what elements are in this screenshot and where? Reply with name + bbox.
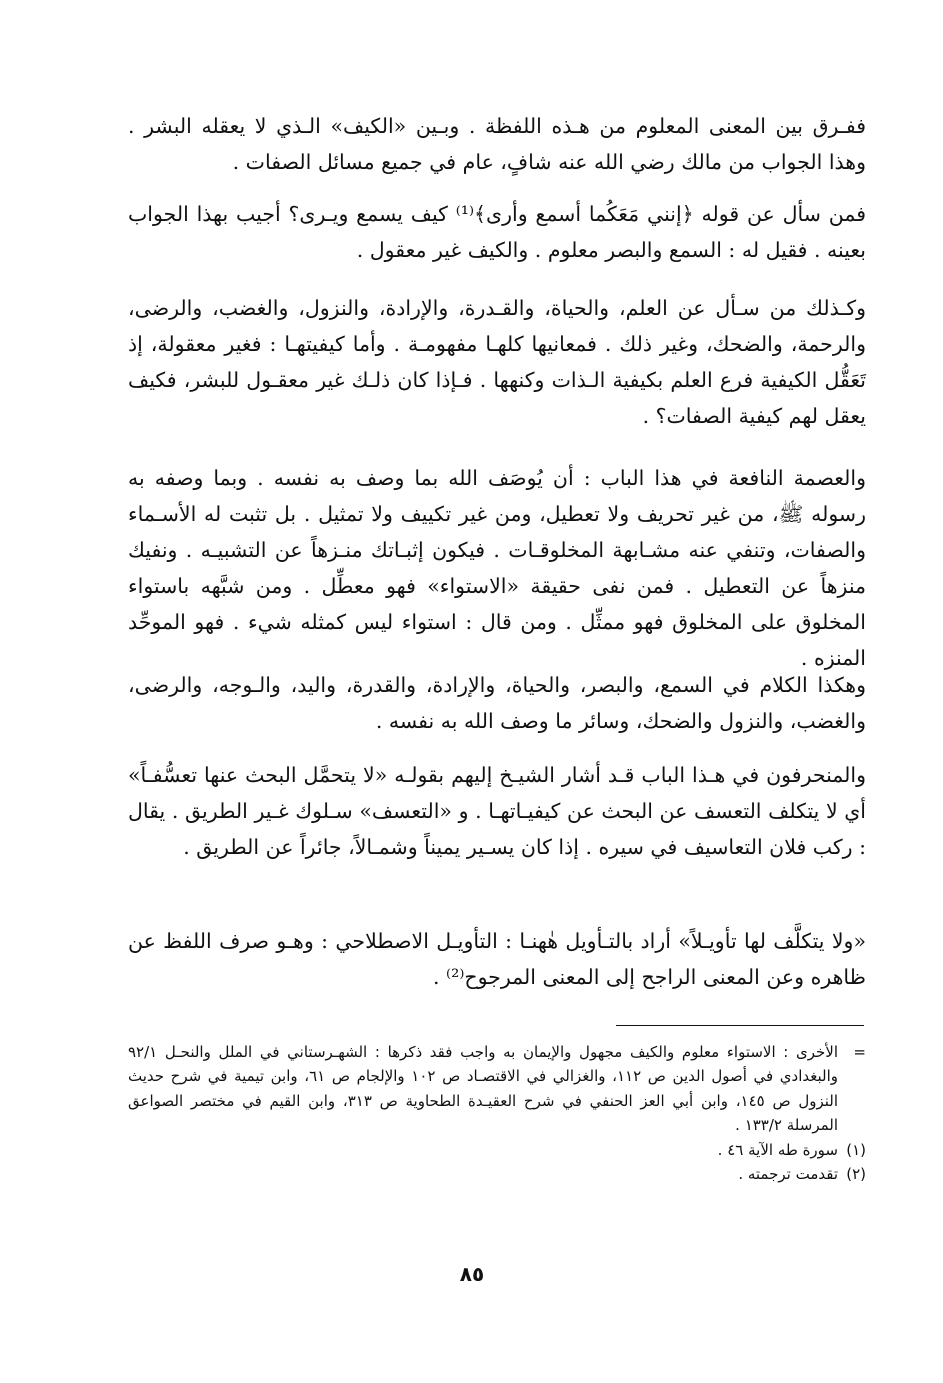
footnote-1-text: سورة طه الآية ٤٦ . xyxy=(717,1140,838,1159)
footnotes xyxy=(128,1040,866,1186)
paragraph-1-text: ففـرق بين المعنى المعلوم من هـذه اللفظة . وبـين «الكيف» الـذي لا يعقله البشر . وهذا الجواب من مالك رضي الله عنه شافٍ، عام في جميع مسائل الصفات . xyxy=(128,114,866,174)
footnote-1-mark: (١) xyxy=(846,1140,866,1159)
paragraph-6-text: والمنحرفون في هـذا الباب قـد أشار الشيـخ إليهم بقولـه «لا يتحمَّل البحث عنها تعسُّفـاً» أي لا يتكلف التعسف عن البحث عن كيفيـاتهـا . و «التعسف» سـلوك غـير الطريق . يقال : ركب فلان التعاسيف في سيره . إذا كان يسـير يميناً وشمـالاً، جائراً عن الطريق . xyxy=(128,763,866,859)
paragraph-2 xyxy=(128,196,866,268)
paragraph-7-text: «ولا يتكلَّف لها تأويـلاً» أراد بالتـأويل هٰهنـا : التأويـل الاصطلاحي : وهـو صرف اللفظ عن ظاهره وعن المعنى الراجح إلى المعنى المرجوح⁽²⁾ . xyxy=(128,929,866,989)
footnote-2-text: تقدمت ترجمته . xyxy=(738,1165,838,1184)
footnote-2 xyxy=(128,1162,866,1186)
footnote-separator xyxy=(616,1025,864,1026)
paragraph-4 xyxy=(128,460,866,676)
paragraph-4-text: والعصمة النافعة في هذا الباب : أن يُوصَف الله بما وصف به نفسه . وبما وصفه به رسوله ﷺ، من غير تحريف ولا تعطيل، ومن غير تكييف ولا تمثيل . بل تثبت له الأسـماء والصفات، وتنفي عنه مشـابهة المخلوقـات . فيكون إثبـاتك منـزهاً عن التشبيـه . ونفيك منزهاً عن التعطيل . فمن نفى حقيقة «الاستواء» فهو معطِّل . ومن شبَّهه باستواء المخلوق على المخلوق فهو ممثِّل . ومن قال : استواء ليس كمثله شيء . فهو الموحِّد المنزه . xyxy=(128,466,866,670)
footnote-1 xyxy=(128,1138,866,1162)
page-number: ٨٥ xyxy=(459,1262,485,1286)
paragraph-5-text: وهكذا الكلام في السمع، والبصر، والحياة، والإرادة، والقدرة، واليد، والـوجه، والرضى، والغضب، والنزول والضحك، وسائر ما وصف الله به نفسه . xyxy=(128,673,866,733)
paragraph-2-text: فمن سأل عن قوله ﴿إنني مَعَكُما أسمع وأرى﴾⁽¹⁾ كيف يسمع ويـرى؟ أجيب بهذا الجواب بعينه . فقيل له : السمع والبصر معلوم . والكيف غير معقول . xyxy=(128,202,866,262)
paragraph-1 xyxy=(128,108,866,180)
footnote-continuation-text: الأخرى : الاستواء معلوم والكيف مجهول والإيمان به واجب فقد ذكرها : الشهـرستاني في الملل والنحـل ٩٢/١ والبغدادي في أصول الدين ص ١١٢، والغزالي في الاقتصـاد ص ١٠٢ والإلجام ص ٦١، وابن تيمية في شرح حديث النزول ص ١٤٥، وابن أبي العز الحنفي في شرح العقيـدة الطحاوية ص ٣١٣، وابن القيم في مختصر الصواعق المرسلة ١٣٣/٢ . xyxy=(128,1043,839,1135)
footnote-continuation-mark: = xyxy=(853,1043,866,1061)
paragraph-7 xyxy=(128,923,866,995)
paragraph-5 xyxy=(128,667,866,739)
paragraph-6 xyxy=(128,757,866,865)
footnote-continuation xyxy=(128,1040,866,1138)
paragraph-3-text: وكـذلك من سـأل عن العلم، والحياة، والقـدرة، والإرادة، والنزول، والغضب، والرضى، والرحمة، والضحك، وغير ذلك . فمعانيها كلهـا مفهومـة . وأما كيفيتهـا : فغير معقولة، إذ تَعَقُّل الكيفية فرع العلم بكيفية الـذات وكنهها . فـإذا كان ذلـك غير معقـول للبشر، فكيف يعقل لهم كيفية الصفات؟ . xyxy=(128,296,866,428)
paragraph-3 xyxy=(128,290,866,434)
footnote-2-mark: (٢) xyxy=(846,1165,866,1184)
